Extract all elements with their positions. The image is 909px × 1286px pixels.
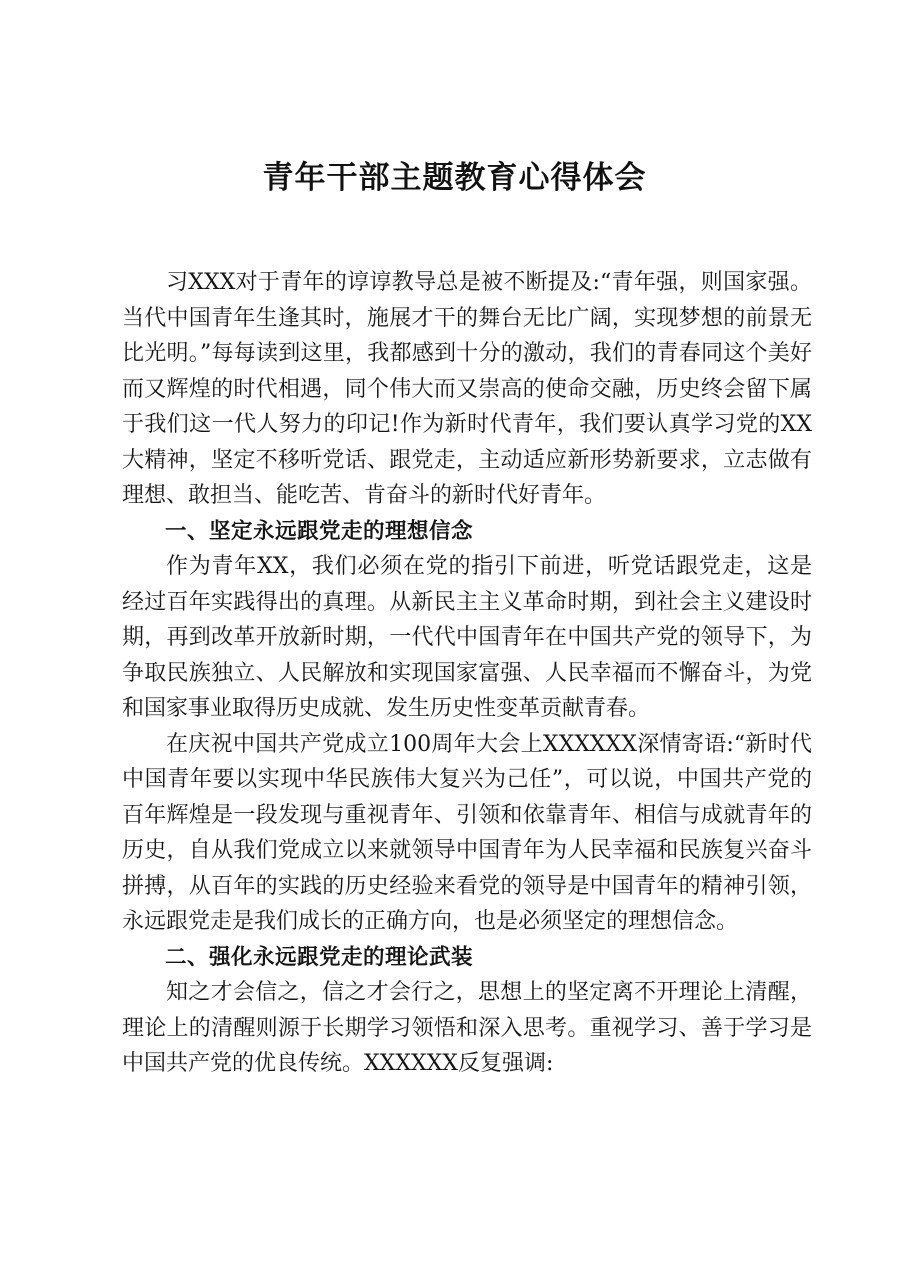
document-title: 青年干部主题教育心得体会 — [262, 160, 647, 196]
section-heading-2: 二、强化永远跟党走的理论武装 — [165, 944, 474, 970]
section-heading-1: 一、坚定永远跟党走的理想信念 — [165, 518, 474, 544]
document-body — [122, 265, 812, 1082]
paragraph-section1-a: 作为青年XX，我们必须在党的指引下前进，听党话跟党走，这是经过百年实践得出的真理。从新民主主义革命时期，到社会主义建设时期，再到改革开放新时期，一代代中国青年在中国共产党的领导下，为争取民族独立、人民解放和实现国家富强、人民幸福而不懈奋斗，为党和国家事业取得历史成就、发生历史性变革贡献青春。 — [122, 554, 812, 721]
paragraph-section2-a: 知之才会信之，信之才会行之，思想上的坚定离不开理论上清醒，理论上的清醒则源于长期学习领悟和深入思考。重视学习、善于学习是中国共产党的优良传统。XXXXXX反复强调: — [122, 980, 812, 1076]
paragraph-section1-b: 在庆祝中国共产党成立100周年大会上XXXXXX深情寄语:“新时代中国青年要以实现中华民族伟大复兴为己任”，可以说，中国共产党的百年辉煌是一段发现与重视青年、引领和依靠青年、相信与成就青年的历史，自从我们党成立以来就领导中国青年为人民幸福和民族复兴奋斗拼搏，从百年的实践的历史经验来看党的领导是中国青年的精神引领，永远跟党走是我们成长的正确方向，也是必须坚定的理想信念。 — [122, 731, 812, 934]
paragraph-intro: 习XXX对于青年的谆谆教导总是被不断提及:“青年强，则国家强。当代中国青年生逢其时，施展才干的舞台无比广阔，实现梦想的前景无比光明。”每每读到这里，我都感到十分的激动，我们的青春同这个美好而又辉煌的时代相遇，同个伟大而又崇高的使命交融，历史终会留下属于我们这一代人努力的印记!作为新时代青年，我们要认真学习党的XX大精神，坚定不移听党话、跟党走，主动适应新形势新要求，立志做有理想、敢担当、能吃苦、肯奋斗的新时代好青年。 — [122, 270, 812, 508]
